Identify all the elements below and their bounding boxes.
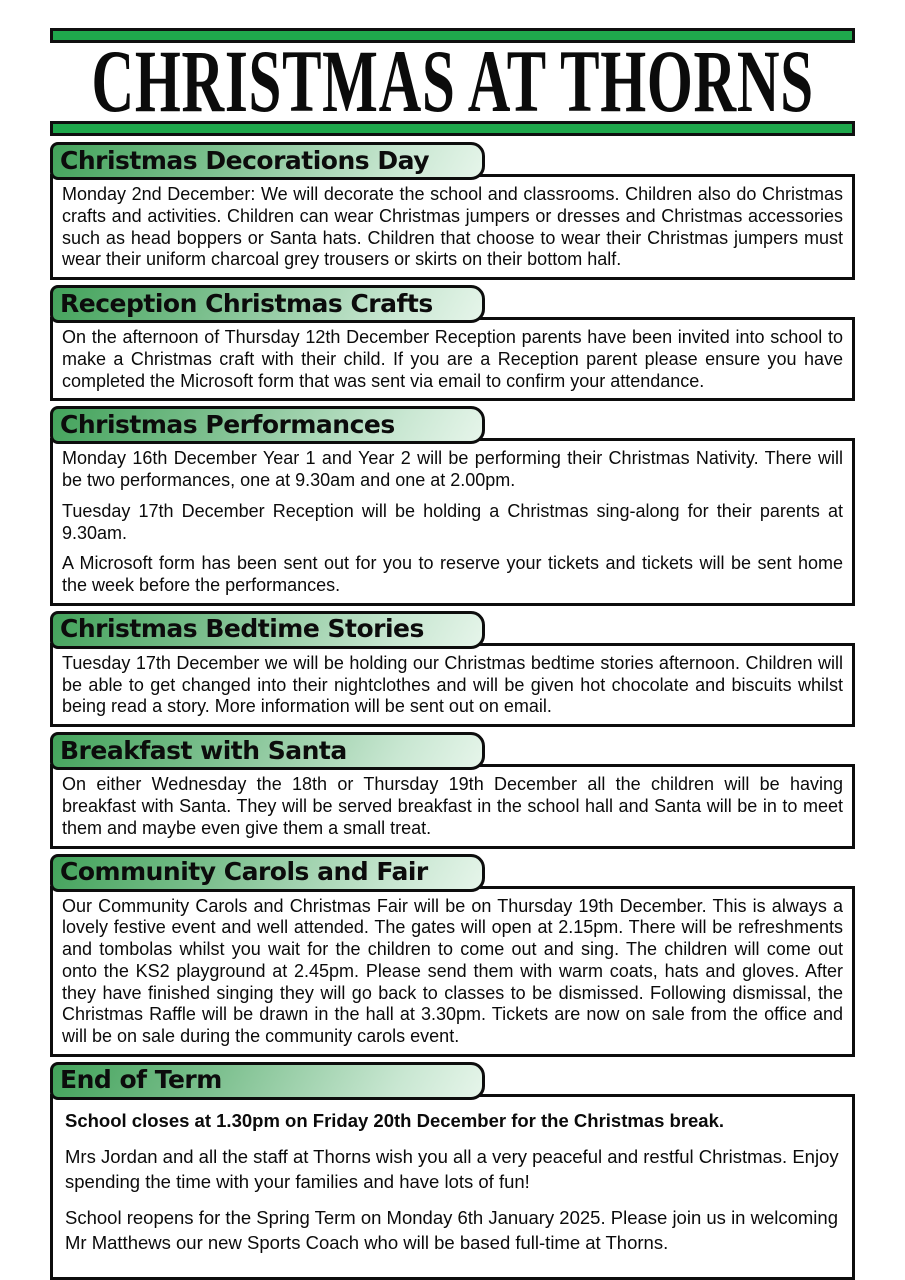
paragraph: Tuesday 17th December we will be holding our Christmas bedtime stories afternoon. Children will be able to get changed into their nightclothes and will be given hot chocolate and biscuits whilst being read a story. More information will be sent out on email. xyxy=(62,652,843,717)
section-heading-tab xyxy=(50,285,485,323)
paragraph: School reopens for the Spring Term on Monday 6th January 2025. Please join us in welcoming Mr Matthews our new Sports Coach who will be based full-time at Thorns. xyxy=(65,1207,838,1253)
section-body xyxy=(50,438,855,606)
section-community-carols-and-fair xyxy=(50,854,855,1057)
paragraph: Tuesday 17th December Reception will be holding a Christmas sing-along for their parents at 9.30am. xyxy=(62,500,843,543)
section-reception-christmas-crafts xyxy=(50,285,855,401)
paragraph: On either Wednesday the 18th or Thursday 19th December all the children will be having breakfast with Santa. They will be served breakfast in the school hall and Santa will be in to meet them and maybe even give them a small treat. xyxy=(62,774,843,838)
section-heading-text: Christmas Bedtime Stories xyxy=(60,614,424,644)
section-body xyxy=(50,174,855,280)
section-heading-tab xyxy=(50,611,485,649)
section-body xyxy=(50,764,855,848)
section-body xyxy=(50,643,855,727)
section-heading-tab xyxy=(50,854,485,892)
section-heading-tab xyxy=(50,1062,485,1100)
section-body xyxy=(50,317,855,401)
section-heading-text: End of Term xyxy=(60,1065,222,1095)
section-end-of-term xyxy=(50,1062,855,1280)
paragraph: Monday 16th December Year 1 and Year 2 will be performing their Christmas Nativity. There will be two performances, one at 9.30am and one at 2.00pm. xyxy=(62,448,843,491)
section-heading-tab xyxy=(50,142,485,180)
paragraph: A Microsoft form has been sent out for you to reserve your tickets and tickets will be sent home the week before the performances. xyxy=(62,553,843,596)
section-heading-tab xyxy=(50,732,485,770)
section-heading-text: Breakfast with Santa xyxy=(60,735,347,765)
section-christmas-decorations-day xyxy=(50,142,855,280)
section-christmas-performances xyxy=(50,406,855,606)
paragraph: Our Community Carols and Christmas Fair will be on Thursday 19th December. This is always a lovely festive event and well attended. The gates will open at 2.15pm. There will be refreshments and tombolas whilst you wait for the children to come out and sing. The children will come out onto the KS2 playground at 2.45pm. Please send them with warm coats, hats and gloves. After they have finished singing they will go back to classes to be dismissed. Following dismissal, the Christmas Raffle will be drawn in the hall at 3.30pm. Tickets are now on sale from the office and will be on sale during the community carols event. xyxy=(62,895,843,1047)
paragraph-bold-intro: School closes at 1.30pm on Friday 20th December for the Christmas break. xyxy=(65,1109,725,1131)
section-christmas-bedtime-stories xyxy=(50,611,855,727)
section-heading-text: Christmas Decorations Day xyxy=(60,145,430,175)
paragraph: Mrs Jordan and all the staff at Thorns wish you all a very peaceful and restful Christmas. Enjoy spending the time with your families and have lots of fun! xyxy=(65,1146,839,1192)
paragraph: On the afternoon of Thursday 12th December Reception parents have been invited into school to make a Christmas craft with their child. If you are a Reception parent please ensure you have completed the Microsoft form that was sent via email to confirm your attendance. xyxy=(62,327,843,391)
section-breakfast-with-santa xyxy=(50,732,855,848)
section-heading-text: Christmas Performances xyxy=(60,409,395,439)
section-heading-text: Reception Christmas Crafts xyxy=(60,288,433,318)
page-title xyxy=(50,32,855,131)
section-body xyxy=(50,1094,855,1280)
paragraph: Monday 2nd December: We will decorate the school and classrooms. Children also do Christmas crafts and activities. Children can wear Christmas jumpers or dresses and Christmas accessories such as head boppers or Santa hats. Children that choose to wear their Christmas jumpers must wear their uniform charcoal grey trousers or skirts on their bottom half. xyxy=(62,184,843,270)
section-heading-tab xyxy=(50,406,485,444)
section-heading-text: Community Carols and Fair xyxy=(60,857,428,887)
section-body xyxy=(50,886,855,1057)
page-title-text: CHRISTMAS AT THORNS xyxy=(91,32,814,131)
